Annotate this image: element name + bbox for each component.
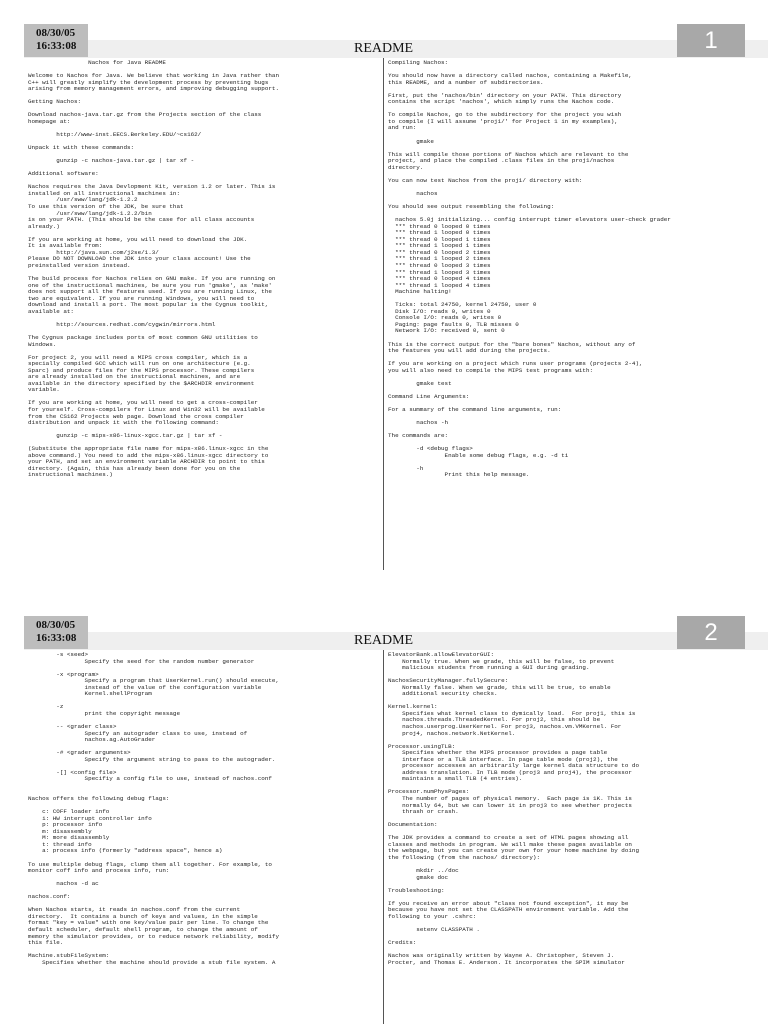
print-time: 16:33:08 — [36, 632, 77, 644]
left-column-text: -s <seed> Specify the seed for the random number generator -x <program> Specify a program that UserKernel.run() should execute, instead of the value of the configuration variable Kernel.shellProgram -z print the copyright message -- <grader class> Specify an autograder class to use, instead of nachos.ag.AutoGrader -# <grader arguments> Specify the argument string to pass to the autograder. -[] <config file> Specifiy a config file to use, instead of nachos.conf Nachos offers the following debug flags: c: COFF loader info i: HW interrupt controller info p: processor info m: disassembly M: more disassembly t: thread info a: process info (formerly "address space", hence a) To use multiple debug flags, clump them all together. For example, to monitor coff info and process info, run: nachos -d ac nachos.conf: When Nachos starts, it reads in nachos.conf from the current directory. It contains a bunch of keys and values, in the simple format "key = value" with one key/value pair per line. To change the default scheduler, default shell program, to change the amount of memory the simulator provides, or to reduce network reliability, modify this file. Machine.stubFileSystem: Specifies whether the machine should provide a stub file system. A — [28, 652, 279, 966]
print-timestamp — [24, 616, 88, 649]
column-divider — [383, 58, 384, 570]
print-date: 08/30/05 — [36, 619, 76, 631]
file-title: README — [354, 41, 414, 56]
printed-page-2 — [24, 616, 768, 1024]
page-number: 1 — [677, 24, 745, 57]
printed-page-1 — [24, 24, 768, 570]
file-title: README — [354, 633, 414, 648]
page-header — [24, 616, 768, 650]
page-number: 2 — [677, 616, 745, 649]
print-date: 08/30/05 — [36, 27, 76, 39]
column-divider — [383, 650, 384, 1024]
left-column-text: Nachos for Java README Welcome to Nachos for Java. We believe that working in Java rather than C++ will greatly simplify the development process by preventing bugs arising from memory management errors, and improving debugging support. Getting Nachos: Download nachos-java.tar.gz from the Projects section of the class homepage at: http://www-inst.EECS.Berkeley.EDU/~cs162/ Unpack it with these commands: gunzip -c nachos-java.tar.gz | tar xf - Additional software: Nachos requires the Java Devlopment Kit, version 1.2 or later. This is installed on all instructional machines in: /usr/sww/lang/jdk-1.2.2 To use this version of the JDK, be sure that /usr/sww/lang/jdk-1.2.2/bin is on your PATH. (This should be the case for all class accounts already.) If you are working at home, you will need to download the JDK. It is available from: http://java.sun.com/j2se/1.3/ Please DO NOT DOWNLOAD the JDK into your class account! Use the preinstalled version instead. The build process for Nachos relies on GNU make. If you are running on one of the instructional machines, be sure you run 'gmake', as 'make' does not support all the features used. If you are running Linux, the two are equivalent. If you are running Windows, you will need to download and install a port. The most popular is the Cygnus toolkit, available at: http://sources.redhat.com/cygwin/mirrors.html The Cygnus package includes ports of most common GNU utilities to Windows. For project 2, you will need a MIPS cross compiler, which is a specially compiled GCC which will run on one architecture (e.g. Sparc) and produce files for the MIPS processor. These compilers are already installed on the instructional machines, and are available in the directory specified by the $ARCHDIR environment variable. If you are working at home, you will need to get a cross-compiler for yourself. Cross-compilers for Linux and Win32 will be available from the CS162 Projects web page. Download the cross compiler distribution and unpack it with the following command: gunzip -c mips-x86-linux-xgcc.tar.gz | tar xf - (Substitute the appropriate file name for mips-x86.linux-xgcc in the above command.) You need to add the mips-x86.linux-xgcc directory to your PATH, and set an environment variable ARCHDIR to point to this directory. (Again, this has already been done for you on the instructional machines.) — [28, 60, 279, 479]
right-column-text: ElevatorBank.allowElevatorGUI: Normally true. When we grade, this will be false, to prevent malicious students from running a GUI during grading. NachosSecurityManager.fullySecure: Normally false. When we grade, this will be true, to enable additional security checks. Kernel.kernel: Specifies what kernel class to dymically load. For proj1, this is nachos.threads.ThreadedKernel. For proj2, this should be nachos.userprog.UserKernel. For proj3, nachos.vm.VMKernel. For proj4, nachos.network.NetKernel. Processor.usingTLB: Specifies whether the MIPS processor provides a page table interface or a TLB interface. In page table mode (proj2), the processor accesses an arbitrarily large kernel data structure to do address translation. In TLB mode (proj3 and proj4), the processor maintains a small TLB (4 entries). Processor.numPhysPages: The number of pages of physical memory. Each page is 1K. This is normally 64, but we can lower it in proj3 to see whether projects thrash or crash. Documentation: The JDK provides a command to create a set of HTML pages showing all classes and methods in program. We will make these pages available on the webpage, but you can create your own for your home machine by doing the following (from the nachos/ directory): mkdir ../doc gmake doc Troubleshooting: If you receive an error about "class not found exception", it may be because you have not set the CLASSPATH environment variable. Add the following to your .cshrc: setenv CLASSPATH . Credits: Nachos was originally written by Wayne A. Christopher, Steven J. Procter, and Thomas E. Anderson. It incorporates the SPIM simulator — [388, 652, 639, 966]
print-timestamp — [24, 24, 88, 57]
print-time: 16:33:08 — [36, 40, 77, 52]
page-header — [24, 24, 768, 58]
right-column-text: Compiling Nachos: You should now have a directory called nachos, containing a Makefile, this README, and a number of subdirectories. First, put the 'nachos/bin' directory on your PATH. This directory contains the script 'nachos', which simply runs the Nachos code. To compile Nachos, go to the subdirectory for the project you wish to compile (I will assume 'proj1/' for Project 1 in my examples), and run: gmake This will compile those portions of Nachos which are relevant to the project, and place the compiled .class files in the proj1/nachos directory. You can now test Nachos from the proj1/ directory with: nachos You should see output resembling the following: nachos 5.0j initializing... config interrupt timer elevators user-check grader *** thread 0 looped 0 times *** thread 1 looped 0 times *** thread 0 looped 1 times *** thread 1 looped 1 times *** thread 0 looped 2 times *** thread 1 looped 2 times *** thread 0 looped 3 times *** thread 1 looped 3 times *** thread 0 looped 4 times *** thread 1 looped 4 times Machine halting! Ticks: total 24750, kernel 24750, user 0 Disk I/O: reads 0, writes 0 Console I/O: reads 0, writes 0 Paging: page faults 0, TLB misses 0 Network I/O: received 0, sent 0 This is the correct output for the "bare bones" Nachos, without any of the features you will add during the projects. If you are working on a project which runs user programs (projects 2-4), you will also need to compile the MIPS test programs with: gmake test Command Line Arguments: For a summary of the command line arguments, run: nachos -h The commands are: -d <debug flags> Enable some debug flags, e.g. -d ti -h Print this help message. — [388, 60, 671, 479]
